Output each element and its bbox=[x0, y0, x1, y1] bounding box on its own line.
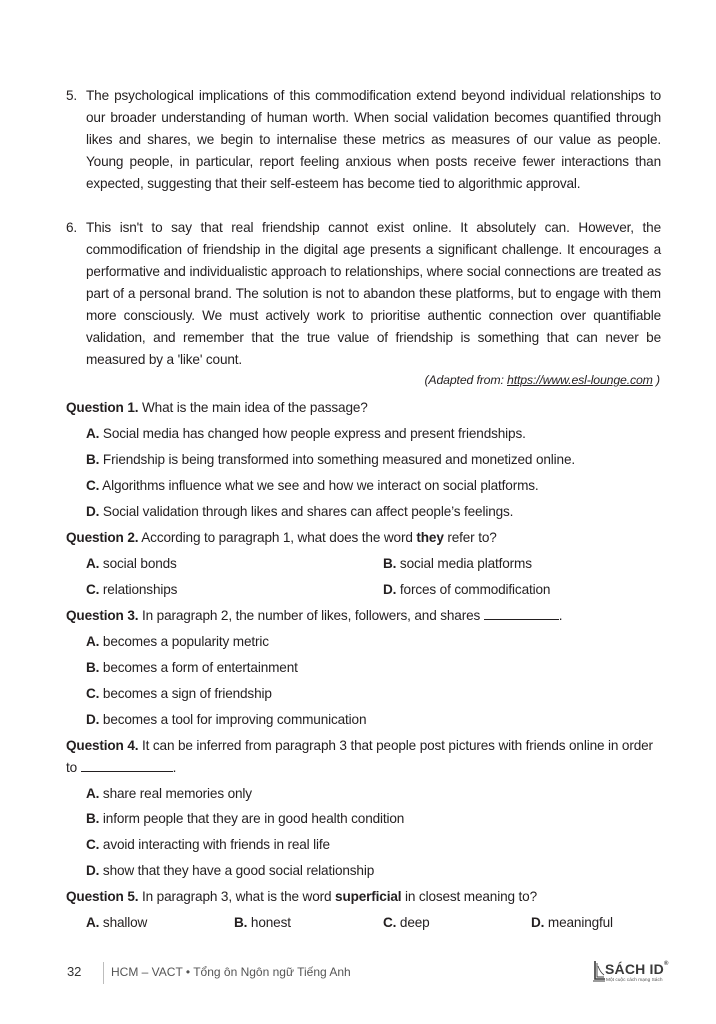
q5-option-d[interactable]: D. meaningful bbox=[531, 915, 613, 930]
question-label: Question 4. bbox=[66, 738, 139, 753]
paragraph-text: This isn't to say that real friendship cannot exist online. It absolutely can. However, the commodification of friendship in the digital age presents a significant challenge. It encourages a performative and individualistic approach to relationships, where social connections are treated as part of a personal brand. The solution is not to abandon these platforms, but to engage with them more consciously. We must actively work to prioritise authentic connection over quantifiable validation, and remember that the true value of friendship is something that can never be measured by a 'like' count. bbox=[86, 220, 661, 367]
answer-blank bbox=[484, 606, 559, 620]
passage-paragraph-5 bbox=[66, 85, 661, 195]
q3-option-d[interactable]: D. becomes a tool for improving communication bbox=[86, 712, 367, 727]
q1-option-a[interactable]: A. Social media has changed how people express and present friendships. bbox=[86, 426, 526, 441]
question-3: Question 3. In paragraph 2, the number of likes, followers, and shares . bbox=[66, 608, 563, 623]
q2-option-b[interactable]: B. social media platforms bbox=[383, 556, 532, 571]
q2-option-d[interactable]: D. forces of commodification bbox=[383, 582, 551, 597]
q4-option-b[interactable]: B. inform people that they are in good health condition bbox=[86, 811, 405, 826]
q4-option-a[interactable]: A. share real memories only bbox=[86, 786, 252, 801]
q1-option-b[interactable]: B. Friendship is being transformed into something measured and monetized online. bbox=[86, 452, 575, 467]
answer-blank bbox=[81, 758, 173, 772]
question-text: What is the main idea of the passage? bbox=[138, 400, 368, 415]
q5-option-c[interactable]: C. deep bbox=[383, 915, 430, 930]
source-suffix: ) bbox=[652, 373, 660, 387]
q5-option-a[interactable]: A. shallow bbox=[86, 915, 148, 930]
passage-paragraph-6 bbox=[66, 217, 661, 371]
question-5: Question 5. In paragraph 3, what is the word superficial in closest meaning to? bbox=[66, 889, 537, 904]
q3-option-b[interactable]: B. becomes a form of entertainment bbox=[86, 660, 298, 675]
question-4: Question 4. It can be inferred from paragraph 3 that people post pictures with friends online in order to . bbox=[66, 738, 653, 775]
paragraph-number: 6. bbox=[66, 220, 78, 235]
q5-option-b[interactable]: B. honest bbox=[234, 915, 291, 930]
question-1 bbox=[66, 397, 666, 419]
question-label: Question 5. bbox=[66, 889, 139, 904]
q2-option-c[interactable]: C. relationships bbox=[86, 582, 178, 597]
q2-option-a[interactable]: A. social bonds bbox=[86, 556, 177, 571]
source-link[interactable]: https://www.esl-lounge.com bbox=[507, 373, 653, 387]
logo-text: SÁCH ID® bbox=[605, 961, 669, 977]
footer-divider bbox=[103, 962, 104, 984]
logo-tagline: Một cuộc cách mạng Sách bbox=[606, 978, 663, 983]
q3-option-c[interactable]: C. becomes a sign of friendship bbox=[86, 686, 272, 701]
paragraph-number: 5. bbox=[66, 88, 78, 103]
publisher-logo bbox=[593, 960, 673, 990]
q4-option-c[interactable]: C. avoid interacting with friends in real life bbox=[86, 837, 330, 852]
question-label: Question 2. bbox=[66, 530, 139, 545]
q3-option-a[interactable]: A. becomes a popularity metric bbox=[86, 634, 269, 649]
q1-option-c[interactable]: C. Algorithms influence what we see and how we interact on social platforms. bbox=[86, 478, 539, 493]
q1-option-d[interactable]: D. Social validation through likes and shares can affect people’s feelings. bbox=[86, 504, 514, 519]
source-prefix: (Adapted from: bbox=[424, 373, 507, 387]
source-citation bbox=[424, 371, 660, 389]
question-keyword: superficial bbox=[335, 889, 402, 904]
question-label: Question 1. bbox=[66, 400, 139, 415]
question-keyword: they bbox=[416, 530, 444, 545]
book-title: HCM – VACT • Tổng ôn Ngôn ngữ Tiếng Anh bbox=[111, 965, 351, 979]
question-2: Question 2. According to paragraph 1, what does the word they refer to? bbox=[66, 530, 497, 545]
page-number: 32 bbox=[67, 964, 82, 979]
q4-option-d[interactable]: D. show that they have a good social relationship bbox=[86, 863, 375, 878]
question-label: Question 3. bbox=[66, 608, 139, 623]
paragraph-text: The psychological implications of this commodification extend beyond individual relationships to our broader understanding of human worth. When social validation becomes quantified through likes and shares, we begin to internalise these metrics as measures of our value as people. Young people, in particular, report feeling anxious when posts receive fewer interactions than expected, suggesting that their self-esteem has become tied to algorithmic approval. bbox=[86, 88, 661, 191]
